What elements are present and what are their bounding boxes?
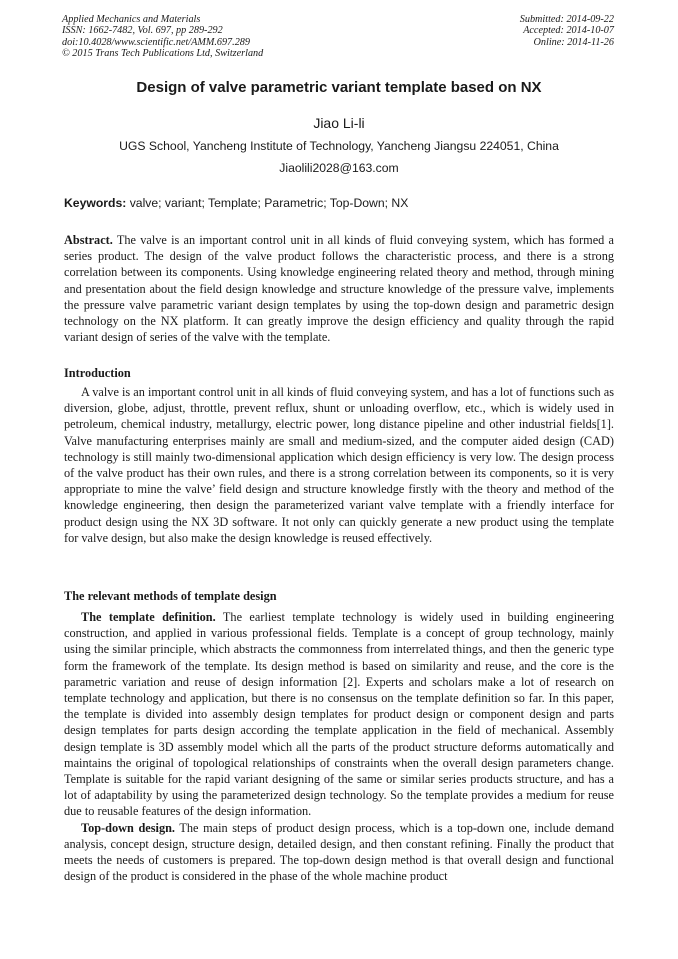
- keywords-label: Keywords:: [64, 196, 127, 210]
- template-definition-text: The earliest template technology is widely used in building engineering construction, and applied in various professional fields. Template is a concept of group technology, mainly using the similar principle, which abstracts the commonness from interrelated things, and then the generic type form the framework of the template. Its design method is based on similarity and reuse, and the core is the parametric variation and reuse of design information [2]. Experts and scholars make a lot of research on template technology and application, but there is no consensus on the template definition so far. In this paper, the template is divided into assembly design templates for product design or component design and parts design templates for parts design according the template application in the field of mechanical. Assembly design template is 3D assembly model which all the parts of the product structure deforms automatically and maintains the original of topological relationships of constraints when the overall design parameters change. Template is suitable for the rapid variant designing of the same or similar series products structure, and has a lot of adaptability by using the parameterized design technology. So the template provides a medium for reuse due to reusable features of the design information.: [64, 610, 614, 819]
- template-definition-paragraph: [64, 609, 614, 820]
- doi-line: doi:10.4028/www.scientific.net/AMM.697.289: [62, 36, 250, 48]
- journal-name: Applied Mechanics and Materials: [62, 14, 201, 25]
- paper-title: Design of valve parametric variant template based on NX: [136, 79, 542, 96]
- introduction-section: [64, 384, 614, 546]
- introduction-heading: Introduction: [64, 366, 131, 380]
- submitted-date: Submitted: 2014-09-22: [519, 14, 614, 25]
- issn-line: ISSN: 1662-7482, Vol. 697, pp 289-292: [62, 25, 223, 37]
- methods-heading: The relevant methods of template design: [64, 589, 277, 603]
- copyright-line: © 2015 Trans Tech Publications Ltd, Switzerland: [62, 47, 264, 59]
- dates-header: [520, 14, 614, 48]
- top-down-lead: Top-down design.: [81, 820, 176, 835]
- keywords-list: valve; variant; Template; Parametric; Top-Down; NX: [129, 196, 409, 210]
- abstract-text: The valve is an important control unit in all kinds of fluid conveying system, which has formed a series product. The design of the valve product follows the characteristic process, and there is a strong correlation between its components. Using knowledge engineering related theory and method, through mining and presentation about the field design knowledge and structure knowledge of the pressure valve, implements the pressure valve parametric variant design templates by using the top-down design and parametric design technology on the NX platform. It can greatly improve the design efficiency and quality through the rapid variant design of series of the valve with the template.: [64, 233, 614, 345]
- accepted-date: Accepted: 2014-10-07: [523, 25, 614, 37]
- methods-section: [64, 609, 614, 884]
- abstract-label: Abstract.: [64, 233, 113, 247]
- journal-header: [62, 14, 263, 59]
- keywords-line: [64, 196, 616, 210]
- top-down-paragraph: [64, 820, 614, 885]
- top-down-text: The main steps of product design process, which is a top-down one, include demand analysis, concept design, structure design, detailed design, and then constant refining. Finally the product that meets the needs of customers is prepared. The top-down design method is that overall design and functional design of the product is considered in the phase of the whole machine product: [64, 820, 614, 884]
- introduction-paragraph: A valve is an important control unit in all kinds of fluid conveying system, and has a lot of functions such as diversion, globe, adjust, throttle, prevent reflux, shunt or unloading overflow, etc., which is widely used in petroleum, chemical industry, metallurgy, electric power, long distance pipeline and other industrial fields[1]. Valve manufacturing enterprises mainly are small and medium-sized, and the computer aided design (CAD) technology is still mainly two-dimensional application which design efficiency is very low. The design process of the valve product has their own rules, and there is a strong correlation between its components, so it is very appropriate to mine the valve’ field design and structure knowledge firstly with the theory and method of the knowledge engineering, then design the parameterized variant valve template with a friendly interface for product design using the NX 3D software. It not only can quickly generate a new product using the template for valve design, but also make the design knowledge is reused effectively.: [64, 385, 614, 545]
- abstract-section: [64, 232, 614, 345]
- author-affiliation: UGS School, Yancheng Institute of Technology, Yancheng Jiangsu 224051, China: [119, 139, 559, 153]
- author-email: Jiaolili2028@163.com: [279, 161, 399, 175]
- author-name: Jiao Li-li: [313, 115, 365, 131]
- template-definition-lead: The template definition.: [81, 610, 216, 624]
- online-date: Online: 2014-11-26: [533, 36, 614, 48]
